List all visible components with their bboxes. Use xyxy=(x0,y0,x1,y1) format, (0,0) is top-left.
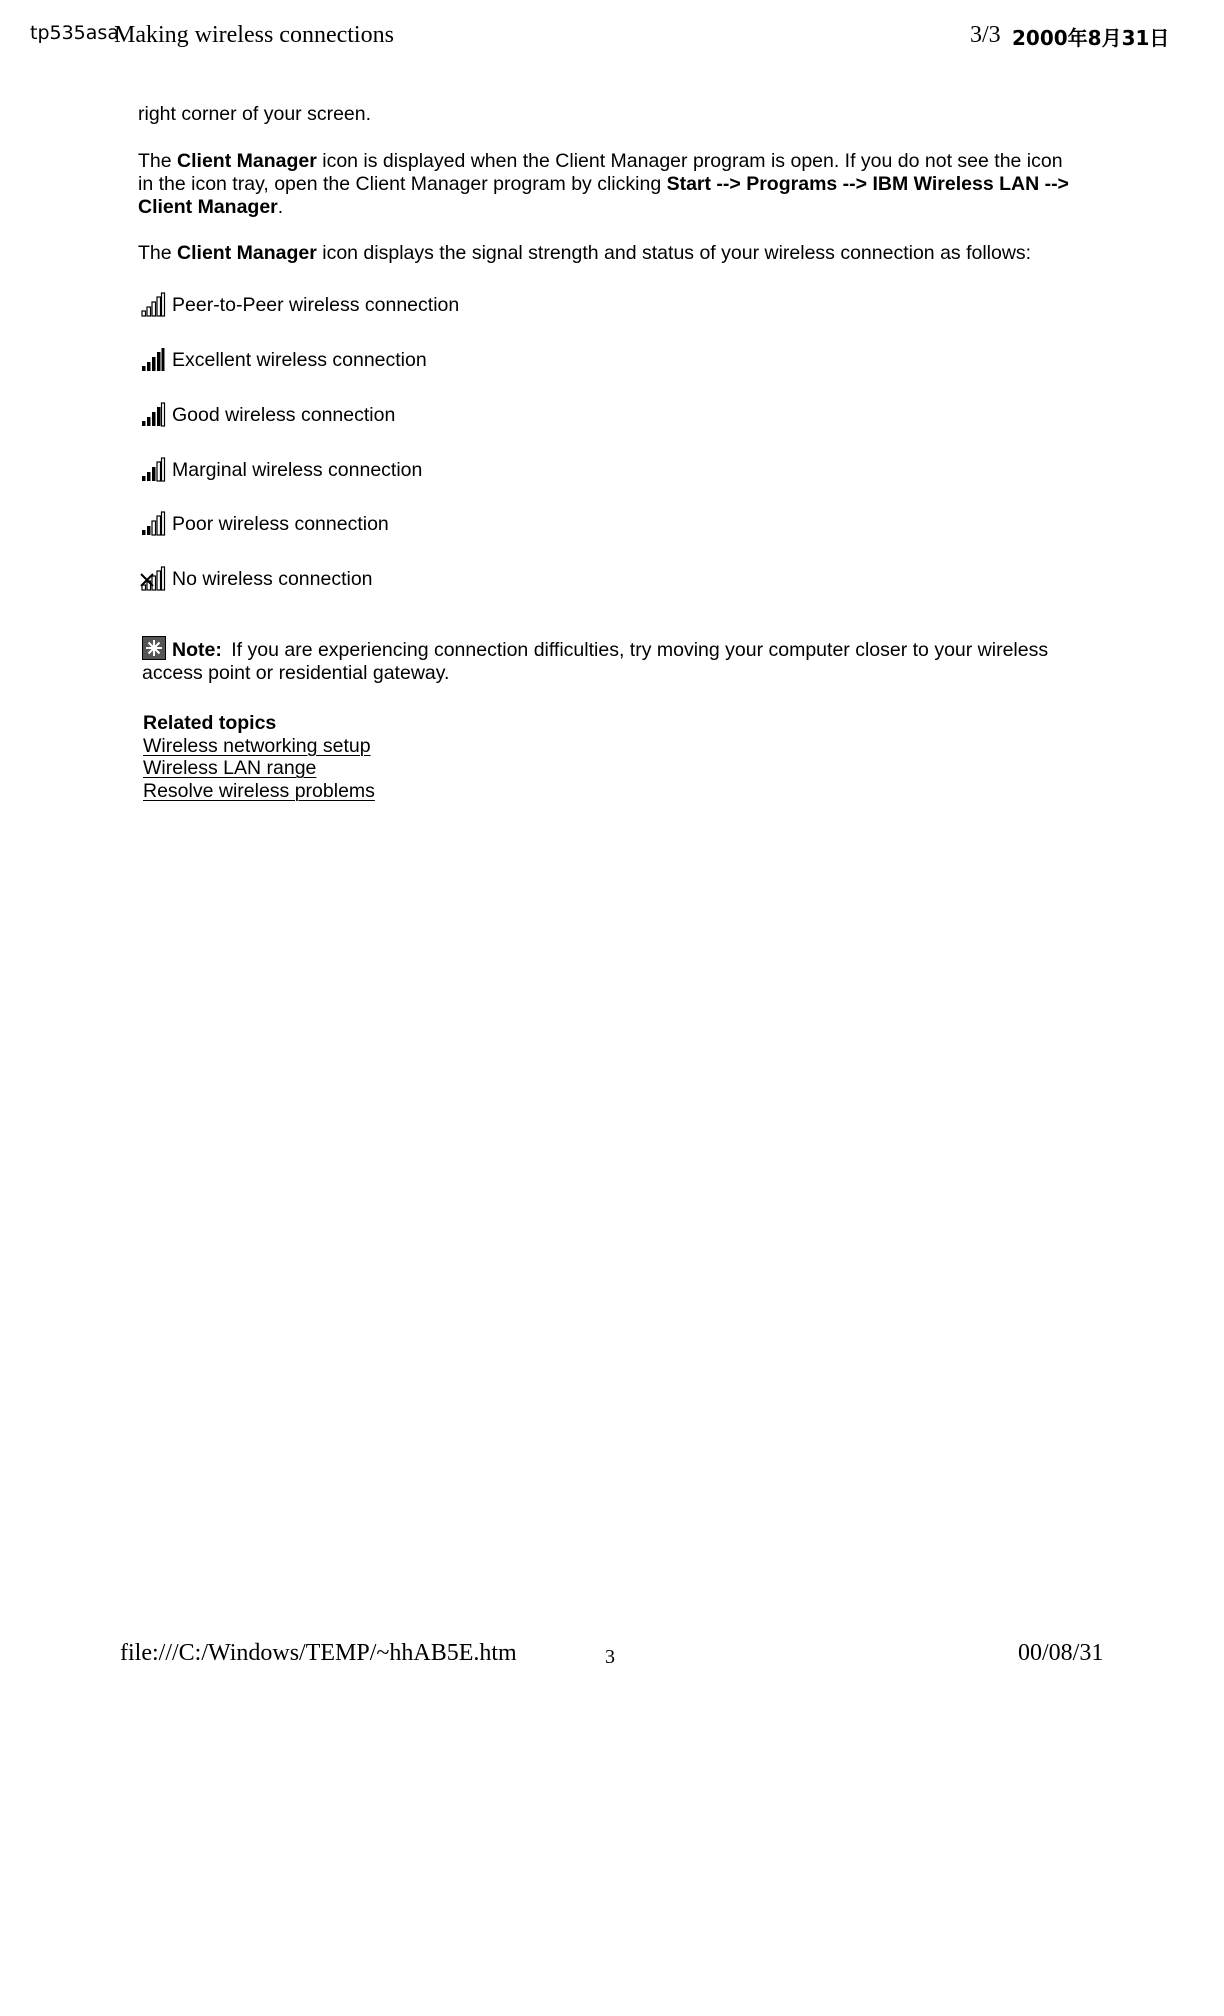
signal-strength-paragraph xyxy=(138,242,1098,265)
p1-text-1: The xyxy=(138,150,178,172)
status-item-good xyxy=(140,401,395,429)
status-item-excellent xyxy=(140,346,427,374)
client-manager-paragraph xyxy=(138,150,1078,219)
note-text: If you are experiencing connection difficulties, try moving your computer closer to your wireless access point or residential gateway. xyxy=(142,639,1049,684)
p1-text-3: . xyxy=(277,196,284,218)
p2-text-2: icon displays the signal strength and status of your wireless connection as follows: xyxy=(316,242,1032,264)
header-print-date: 2000年8月31日 xyxy=(1012,26,1170,50)
note-icon xyxy=(142,636,166,660)
link-wireless-networking-setup[interactable]: Wireless networking setup xyxy=(143,734,371,757)
signal-excellent-icon xyxy=(140,347,166,373)
footer-file-url: file:///C:/Windows/TEMP/~hhAB5E.htm xyxy=(120,1640,517,1666)
header-page-count: 3/3 xyxy=(970,22,1001,48)
p1-bold-menu-path: Start --> Programs --> IBM Wireless LAN --> Client Manager xyxy=(138,173,1069,218)
status-label: Good wireless connection xyxy=(172,403,396,426)
status-label: No wireless connection xyxy=(172,567,373,590)
p1-text-2: icon is displayed when the Client Manager program is open. If you do not see the icon in the icon tray, open the Client Manager program by clicking xyxy=(138,150,1063,195)
p2-bold-client-manager: Client Manager xyxy=(177,242,317,264)
status-label: Peer-to-Peer wireless connection xyxy=(172,293,460,316)
status-item-marginal xyxy=(140,456,422,484)
footer-page-number: 3 xyxy=(605,1646,615,1668)
status-item-poor xyxy=(140,510,389,538)
status-item-peer-to-peer xyxy=(140,291,459,319)
status-label: Poor wireless connection xyxy=(172,512,389,535)
related-topics-heading: Related topics xyxy=(143,712,277,734)
header-stamp: tp535asa xyxy=(30,22,119,44)
link-resolve-wireless-problems[interactable]: Resolve wireless problems xyxy=(143,779,375,802)
intro-fragment: right corner of your screen. xyxy=(138,103,372,125)
note-label: Note: xyxy=(172,639,222,661)
p1-bold-client-manager: Client Manager xyxy=(177,150,317,172)
status-label: Marginal wireless connection xyxy=(172,458,423,481)
signal-good-icon xyxy=(140,402,166,428)
signal-poor-icon xyxy=(140,511,166,537)
status-item-none xyxy=(140,565,373,593)
link-wireless-lan-range[interactable]: Wireless LAN range xyxy=(143,757,317,779)
document-title: Making wireless connections xyxy=(114,22,394,48)
signal-none-icon xyxy=(140,566,166,592)
related-topics xyxy=(143,712,375,802)
signal-marginal-icon xyxy=(140,457,166,483)
status-label: Excellent wireless connection xyxy=(172,348,427,371)
footer-date: 00/08/31 xyxy=(1018,1640,1104,1666)
note-block xyxy=(142,636,1102,685)
signal-outline-icon xyxy=(140,292,166,318)
p2-text-1: The xyxy=(138,242,178,264)
